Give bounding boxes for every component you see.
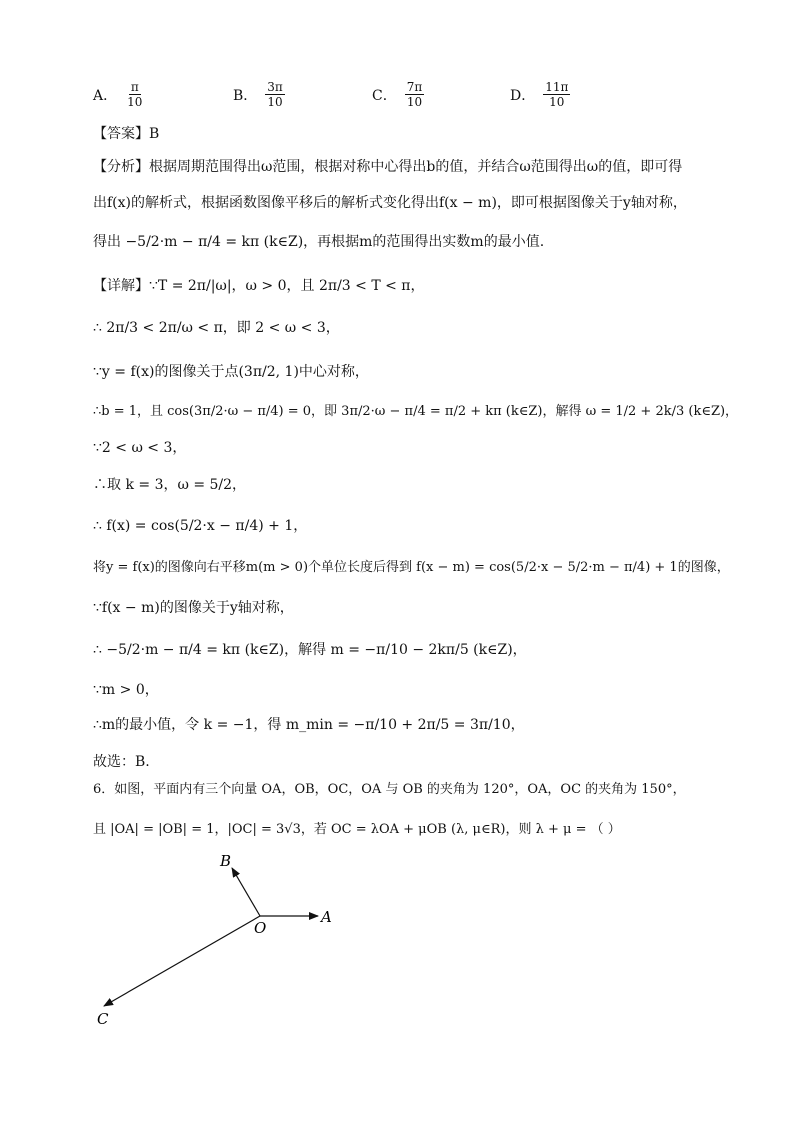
detail-line-11: ∵m > 0， (93, 682, 159, 698)
detail-line-4: ∴b = 1，且 cos(3π/2·ω − π/4) = 0，即 3π/2·ω − π/4 = π/2 + kπ (k∈Z)，解得 ω = 1/2 + 2k/3 (k∈Z)， (93, 404, 739, 419)
fraction: $\frac{\pi}{10}$ (127, 80, 143, 109)
option-d: D． $\frac{11\pi}{10}$ (510, 80, 569, 109)
detail-line-12: ∴m的最小值，令 k = −1，得 m_min = −π/10 + 2π/5 = 3π/10， (93, 717, 525, 733)
label-a: A (321, 908, 332, 926)
detail-line-7: ∴ f(x) = cos(5/2·x − π/4) + 1， (93, 518, 308, 534)
detail-line-5: ∵2 < ω < 3， (93, 440, 187, 456)
label-o: O (254, 919, 267, 937)
fraction: $\frac{3\pi}{10}$ (267, 80, 283, 109)
detail-line-6: ∴取 k = 3，ω = 5/2， (93, 477, 247, 493)
label-c: C (97, 1010, 109, 1028)
vector-oc (104, 916, 260, 1006)
detail-line-2: ∴ 2π/3 < 2π/ω < π，即 2 < ω < 3， (93, 320, 340, 336)
detail-line-9: ∵f(x − m)的图像关于y轴对称， (93, 600, 294, 616)
analysis-line-1: 【分析】根据周期范围得出ω范围，根据对称中心得出b的值，并结合ω范围得出ω的值，即可得 (93, 159, 683, 175)
answer-value: B (149, 126, 160, 142)
option-b: B． $\frac{3\pi}{10}$ (233, 80, 283, 109)
label-b: B (220, 852, 232, 870)
analysis-line-2: 出f(x)的解析式，根据函数图像平移后的解析式变化得出f(x − m)，即可根据图像关于y轴对称， (93, 195, 687, 211)
analysis-tag: 【分析】 (93, 159, 149, 175)
fraction: $\frac{11\pi}{10}$ (545, 80, 569, 109)
option-a: A． $\frac{\pi}{10}$ (93, 80, 143, 109)
detail-line-10: ∴ −5/2·m − π/4 = kπ (k∈Z)，解得 m = −π/10 − 2kπ/5 (k∈Z)， (93, 642, 527, 658)
question6-line-1: 6．如图，平面内有三个向量 OA，OB，OC，OA 与 OB 的夹角为 120°，OA，OC 的夹角为 150°， (93, 782, 686, 797)
detail-tag: 【详解】 (93, 278, 149, 294)
option-c: C． $\frac{7\pi}{10}$ (372, 80, 423, 109)
analysis-line-3: 得出 −5/2·m − π/4 = kπ (k∈Z)，再根据m的范围得出实数m的最小值. (93, 234, 545, 250)
detail-line-8: 将y = f(x)的图像向右平移m(m > 0)个单位长度后得到 f(x − m) = cos(5/2·x − 5/2·m − π/4) + 1的图像， (93, 560, 730, 575)
answer-tag: 【答案】 (93, 126, 149, 142)
fraction: $\frac{7\pi}{10}$ (406, 80, 423, 109)
question6-line-2: 且 |OA| = |OB| = 1，|OC| = 3√3，若 OC = λOA + μOB (λ, μ∈R)，则 λ + μ = （ ） (93, 822, 621, 837)
detail-line-1: 【详解】∵T = 2π/|ω|，ω > 0，且 2π/3 < T < π， (93, 278, 425, 294)
vector-ob (232, 868, 260, 916)
detail-line-13: 故选：B. (93, 754, 150, 770)
detail-line-3: ∵y = f(x)的图像关于点(3π/2, 1)中心对称， (93, 364, 369, 380)
